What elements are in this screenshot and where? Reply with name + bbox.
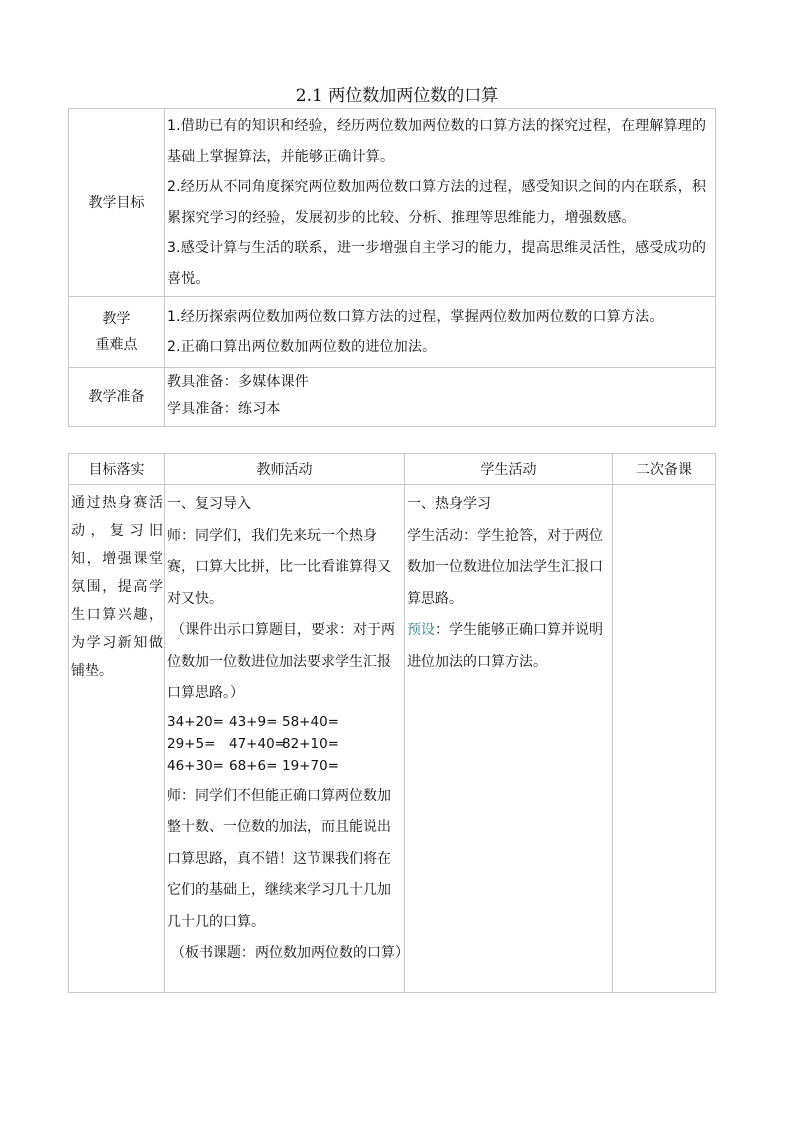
table-header-row <box>69 454 716 485</box>
teacher-activity-cell <box>165 485 409 993</box>
objective-item: 1.借助已有的知识和经验，经历两位数加两位数的口算方法的探究过程，在理解算理的基础上掌握算法，并能够正确计算。 <box>167 118 707 165</box>
table-row <box>69 297 716 368</box>
objectives-table <box>68 108 716 427</box>
key-point-item: 1.经历探索两位数加两位数口算方法的过程，掌握两位数加两位数的口算方法。 <box>167 308 664 325</box>
key-points-content <box>165 297 716 368</box>
objective-item: 3.感受计算与生活的联系，进一步增强自主学习的能力，提高思维灵活性，感受成功的喜悦。 <box>167 240 707 287</box>
teacher-paragraph: 师：同学们，我们先来玩一个热身赛，口算大比拼，比一比看谁算得又对又快。 <box>167 527 391 607</box>
objectives-content <box>165 109 716 297</box>
activity-table <box>68 453 716 993</box>
key-point-item: 2.正确口算出两位数加两位数的进位加法。 <box>167 339 437 355</box>
preparation-item: 教具准备：多媒体课件 <box>167 374 309 390</box>
math-problems <box>167 710 403 781</box>
math-problem: 82+10= <box>282 735 339 752</box>
math-problem: 58+40= <box>282 713 339 730</box>
preparation-item: 学具准备：练习本 <box>167 401 281 417</box>
table-row <box>69 485 716 993</box>
math-problem: 34+20= <box>167 713 224 730</box>
preparation-content <box>165 368 716 427</box>
math-problem: 47+40= <box>229 735 286 752</box>
math-problem: 46+30= <box>167 757 224 774</box>
math-problem: 29+5= <box>167 735 216 752</box>
math-row <box>167 733 403 755</box>
page-title: 2.1 两位数加两位数的口算 <box>295 86 499 106</box>
row-label-line: 教学 <box>102 311 131 327</box>
header-student-activity: 学生活动 <box>405 454 613 485</box>
math-problem: 43+9= <box>229 713 278 730</box>
preset-text: ：学生能够正确口算并说明进位加法的口算方法。 <box>407 622 603 670</box>
math-row <box>167 711 403 733</box>
math-problem: 19+70= <box>282 757 339 774</box>
row-label-objectives: 教学目标 <box>69 109 165 297</box>
table-row <box>69 368 716 427</box>
row-label-preparation: 教学准备 <box>69 368 165 427</box>
row-label-line: 重难点 <box>95 337 138 353</box>
second-prep-cell <box>613 485 716 993</box>
math-row <box>167 755 403 777</box>
row-label-key-points <box>69 297 165 368</box>
goal-cell: 通过热身赛活动，复习旧知，增强课堂氛围，提高学生口算兴趣，为学习新知做铺垫。 <box>69 485 165 993</box>
student-paragraph <box>407 615 611 678</box>
teacher-paragraph: （课件出示口算题目，要求：对于两位数加一位数进位加法要求学生汇报口算思路。） <box>167 622 395 701</box>
header-second-prep: 二次备课 <box>613 454 716 485</box>
preset-label: 预设 <box>407 622 435 638</box>
teacher-paragraph: （板书课题：两位数加两位数的口算） <box>171 945 409 961</box>
section-heading: 一、热身学习 <box>407 496 491 512</box>
section-heading: 一、复习导入 <box>167 496 251 512</box>
header-goal: 目标落实 <box>69 454 165 485</box>
table-row <box>69 109 716 297</box>
student-paragraph: 学生活动：学生抢答，对于两位数加一位数进位加法学生汇报口算思路。 <box>407 527 603 607</box>
header-teacher-activity: 教师活动 <box>165 454 405 485</box>
objective-item: 2.经历从不同角度探究两位数加两位数口算方法的过程，感受知识之间的内在联系，积累探究学习的经验，发展初步的比较、分析、推理等思维能力，增强数感。 <box>167 179 707 226</box>
teacher-paragraph: 师：同学们不但能正确口算两位数加整十数、一位数的加法，而且能说出口算思路，真不错！这节课我们将在它们的基础上，继续来学习几十几加几十几的口算。 <box>167 787 391 930</box>
math-problem: 68+6= <box>229 757 278 774</box>
student-activity-cell <box>405 485 613 993</box>
